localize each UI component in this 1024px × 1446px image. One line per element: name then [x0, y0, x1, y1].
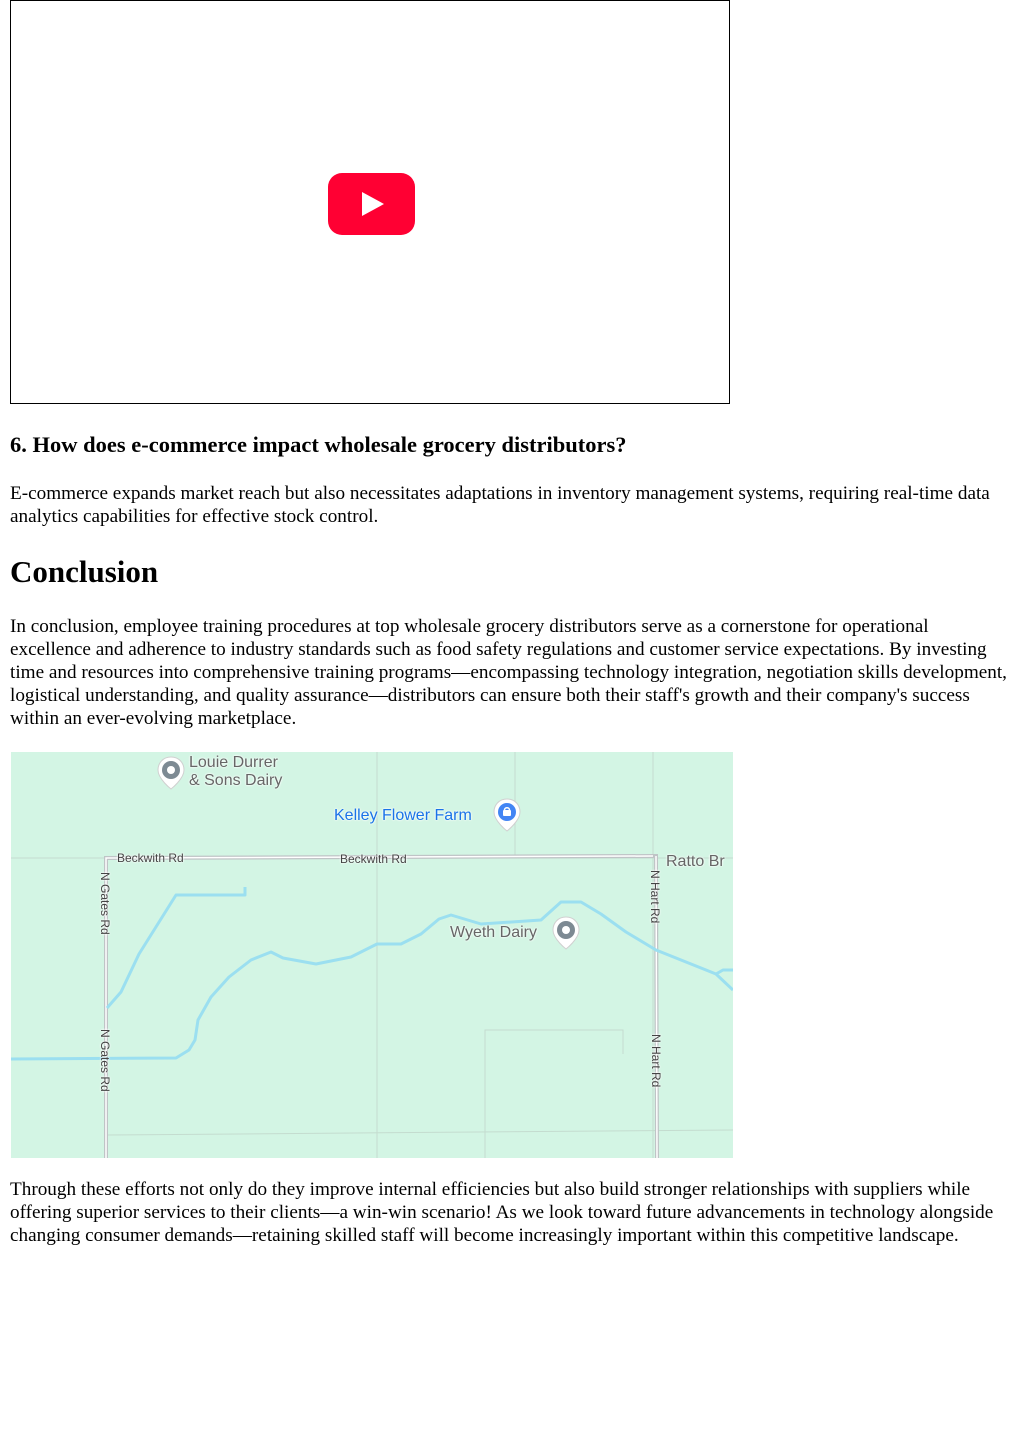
faq-question-6: 6. How does e-commerce impact wholesale grocery distributors?	[10, 432, 627, 457]
louie-durrer-label-line2: & Sons Dairy	[189, 772, 283, 789]
n-gates-rd-label-2: N Gates Rd	[98, 1029, 112, 1092]
beckwith-rd-label-2: Beckwith Rd	[340, 852, 407, 866]
n-hart-rd-label-2: N Hart Rd	[649, 1034, 663, 1088]
louie-durrer-pin-icon[interactable]	[157, 756, 185, 790]
faq-answer-6: E-commerce expands market reach but also necessitates adaptations in inventory management systems, requiring real-time data analytics capabilities for effective stock control.	[10, 483, 990, 527]
louie-durrer-label[interactable]	[189, 754, 282, 790]
kelley-flower-farm-label[interactable]: Kelley Flower Farm	[334, 807, 472, 824]
wyeth-dairy-label[interactable]: Wyeth Dairy	[450, 924, 537, 941]
n-gates-rd-label-1: N Gates Rd	[98, 872, 112, 935]
louie-durrer-label-line1: Louie Durrer	[189, 754, 278, 771]
youtube-play-icon[interactable]	[328, 173, 415, 235]
wyeth-dairy-pin-icon[interactable]	[552, 916, 580, 950]
conclusion-paragraph-2: Through these efforts not only do they improve internal efficiencies but also build stronger relationships with suppliers while offering superior services to their clients—a win-win scenario! As we look toward future advancements in technology alongside changing consumer demands—retaining skilled staff will become increasingly important within this competitive landscape.	[10, 1179, 994, 1246]
conclusion-paragraph-1: In conclusion, employee training procedures at top wholesale grocery distributors serve as a cornerstone for operational excellence and adherence to industry standards such as food safety regulations and customer service expectations. By investing time and resources into comprehensive training programs—encompassing technology integration, negotiation skills development, logistical understanding, and quality assurance—distributors can ensure both their staff's growth and their company's success within an ever-evolving marketplace.	[10, 616, 1007, 729]
map-embed[interactable]	[11, 752, 733, 1158]
conclusion-heading: Conclusion	[10, 554, 159, 589]
ratto-label[interactable]: Ratto Br	[666, 853, 725, 870]
beckwith-rd-label-1: Beckwith Rd	[117, 851, 184, 865]
kelley-flower-farm-shop-icon[interactable]	[493, 798, 521, 832]
video-embed[interactable]	[10, 0, 730, 404]
n-hart-rd-label-1: N Hart Rd	[648, 870, 662, 924]
